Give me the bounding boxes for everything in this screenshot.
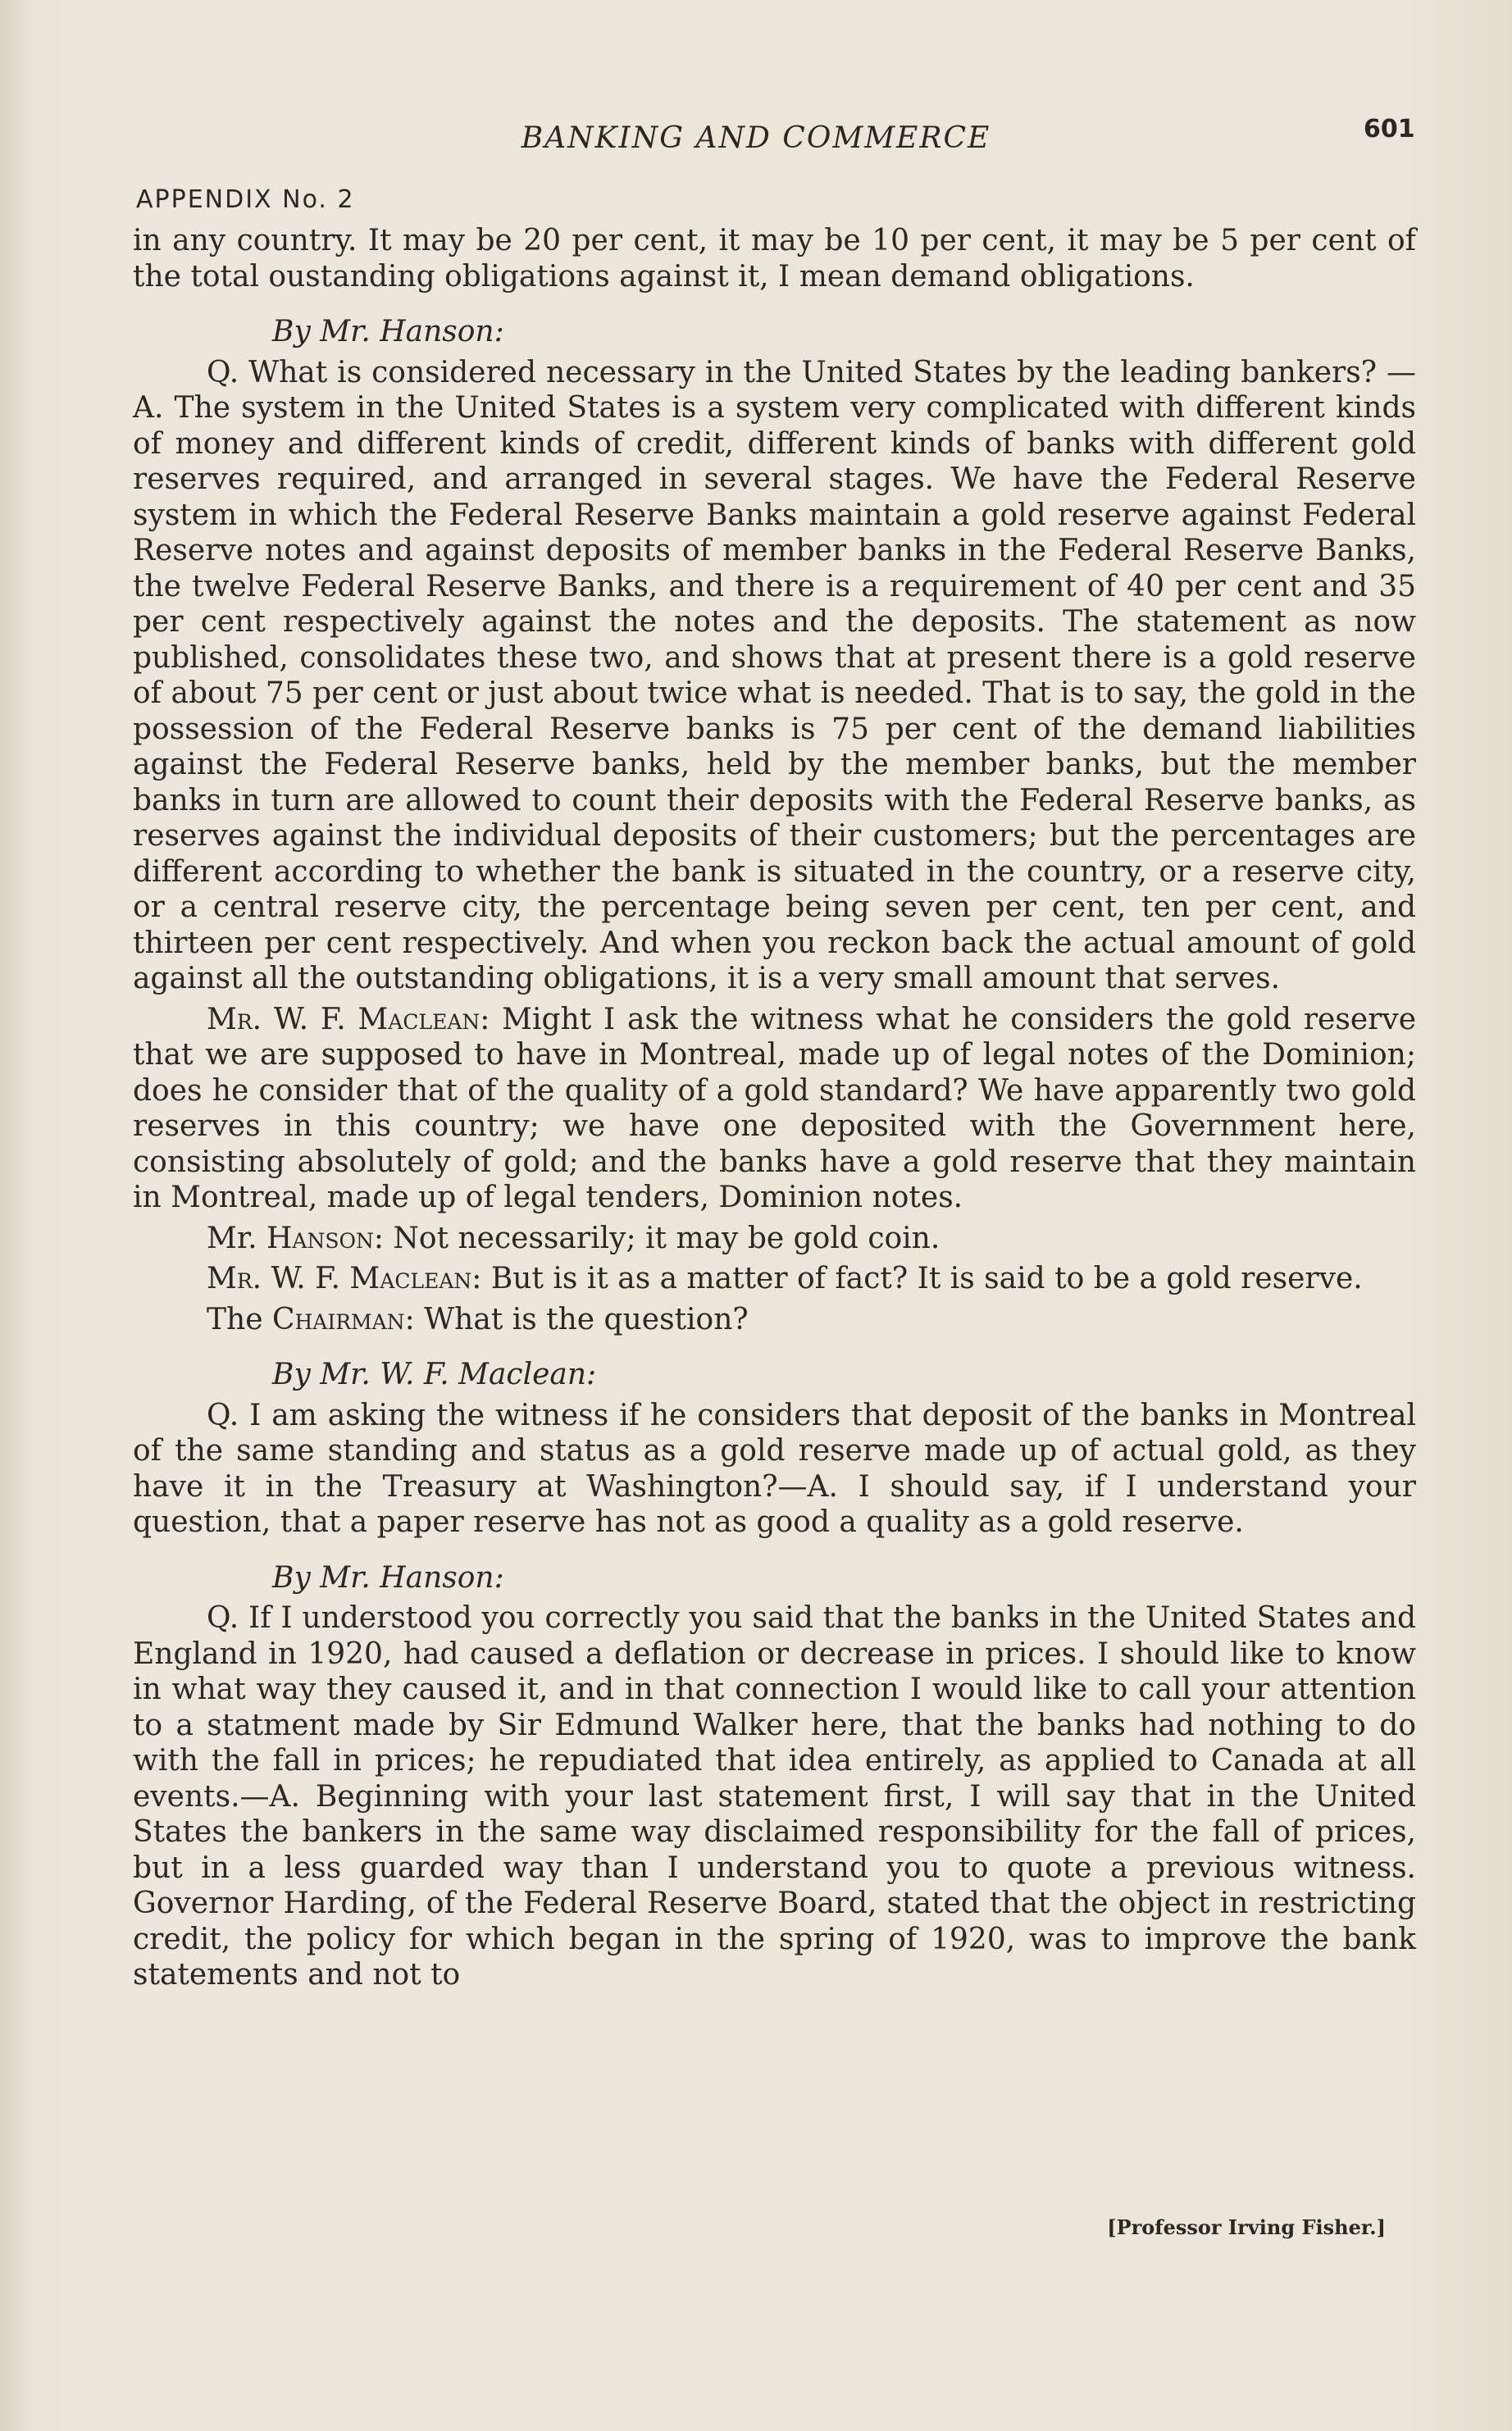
speaker-name: Mr. W. F. Maclean: [207, 1002, 480, 1036]
paragraph-continuation: in any country. It may be 20 per cent, it may be 10 per cent, it may be 5 per cent of the total oustanding obligations against it, I mean demand obligations.: [133, 224, 1416, 294]
speaker-text: : Might I ask the witness what he considers the gold reserve that we are supposed to have in Montreal, made up of legal notes of the Dominion; does he consider that of the quality of a gold standard? We have apparently two gold reserves in this country; we have one deposited with the Government here, consisting absolutely of gold; and the banks have a gold reserve that they maintain in Montreal, made up of legal tenders, Dominion notes.: [133, 1002, 1416, 1214]
speaker-text: : What is the question?: [404, 1302, 749, 1336]
paragraph-question-paper-reserve: Q. I am asking the witness if he considers that deposit of the banks in Montreal of the same standing and status as a gold reserve made up of actual gold, as they have it in the Treasury at Washington?—A. I should say, if I understand your question, that a paper reserve has not as good a quality as a gold reserve.: [133, 1398, 1416, 1539]
speaker-prefix: The: [207, 1302, 272, 1336]
witness-attribution: [Professor Irving Fisher.]: [1107, 2215, 1386, 2239]
paragraph-chairman: [133, 1302, 1416, 1338]
paragraph-hanson-reply: [133, 1221, 1416, 1257]
paragraph-maclean-remark: [133, 1002, 1416, 1216]
appendix-label: APPENDIX No. 2: [136, 185, 355, 214]
speaker-name: Mr. W. F. Maclean: [207, 1262, 472, 1295]
examiner-heading: By Mr. W. F. Maclean:: [272, 1358, 597, 1391]
speaker-text: : But is it as a matter of fact? It is said to be a gold reserve.: [471, 1262, 1363, 1295]
examiner-heading: By Mr. Hanson:: [272, 315, 504, 348]
paragraph-question-deflation: Q. If I understood you correctly you said that the banks in the United States and England in 1920, had caused a deflation or decrease in prices. I should like to know in what way they caused it, and in that connection I would like to call your attention to a statment made by Sir Edmund Walker here, that the banks had nothing to do with the fall in prices; he repudiated that idea entirely, as applied to Canada at all events.—A. Beginning with your last statement first, I will say that in the United States the bankers in the same way disclaimed responsibility for the fall of prices, but in a less guarded way than I understand you to quote a previous witness. Governor Harding, of the Federal Reserve Board, stated that the object in restricting credit, the policy for which began in the spring of 1920, was to improve the bank statements and not to: [133, 1601, 1416, 1992]
examiner-heading: By Mr. Hanson:: [272, 1560, 504, 1595]
page-number: 601: [1364, 115, 1415, 143]
running-header-title: BANKING AND COMMERCE: [521, 121, 991, 155]
page-body: [133, 223, 1416, 1993]
speaker-name: Hanson: [266, 1221, 374, 1255]
speaker-name: Chairman: [271, 1302, 405, 1336]
paragraph-question-gold-reserves: Q. What is considered necessary in the United States by the leading bankers? —A. The system in the United States is a system very complicated with different kinds of money and different kinds of credit, different kinds of banks with different gold reserves required, and arranged in several stages. We have the Federal Reserve system in which the Federal Reserve Banks maintain a gold reserve against Federal Reserve notes and against deposits of member banks in the Federal Reserve Banks, the twelve Federal Reserve Banks, and there is a requirement of 40 per cent and 35 per cent respectively against the notes and the deposits. The statement as now published, consolidates these two, and shows that at present there is a gold reserve of about 75 per cent or just about twice what is needed. That is to say, the gold in the possession of the Federal Reserve banks is 75 per cent of the demand liabilities against the Federal Reserve banks, held by the member banks, but the member banks in turn are allowed to count their deposits with the Federal Reserve banks, as reserves against the individual deposits of their customers; but the percentages are different according to whether the bank is situated in the country, or a reserve city, or a central reserve city, the percentage being seven per cent, ten per cent, and thirteen per cent respectively. And when you reckon back the actual amount of gold against all the outstanding obligations, it is a very small amount that serves.: [133, 355, 1416, 995]
speaker-text: : Not necessarily; it may be gold coin.: [373, 1221, 940, 1255]
paragraph-maclean-followup: [133, 1261, 1416, 1297]
speaker-prefix: Mr.: [207, 1221, 267, 1255]
